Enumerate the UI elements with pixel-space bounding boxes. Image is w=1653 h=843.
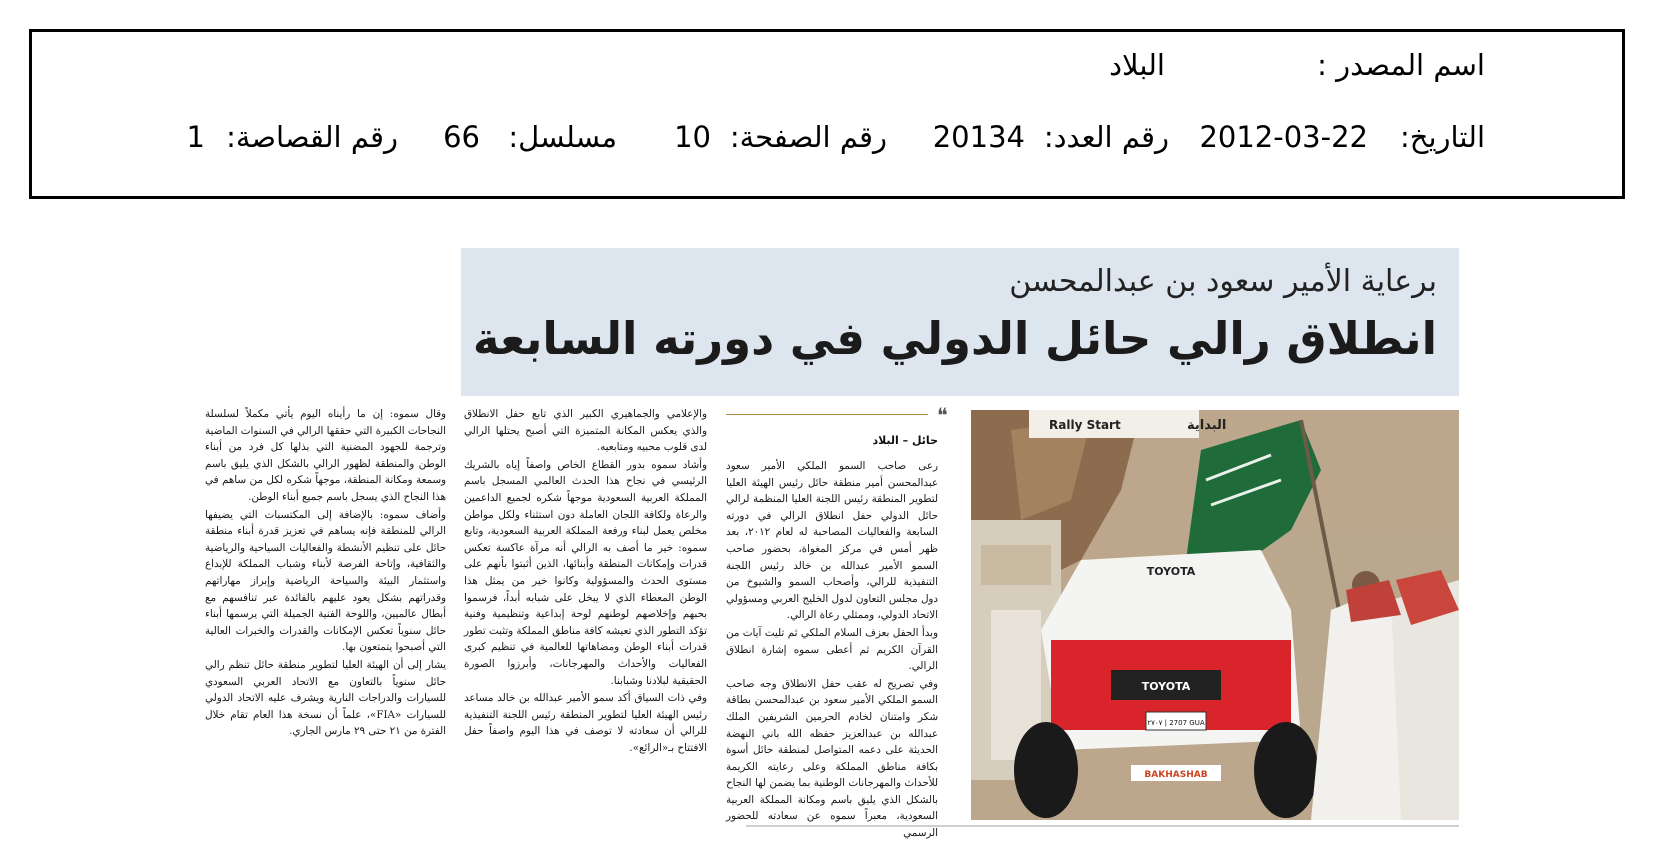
page-label: رقم الصفحة: [729, 120, 887, 154]
column-1-paragraph: وبدأ الحفل بعزف السلام الملكي ثم تليت آيات من القرآن الكريم ثم أعطى سموه إشارة انطلاق الرالي. [726, 626, 938, 673]
clipping-bottom-rule [746, 825, 1459, 827]
rally-photo-illustration [971, 410, 1459, 820]
column-1-paragraph: وفي تصريح له عقب حفل الانطلاق وجه صاحب السمو الملكي الأمير سعود بن عبدالمحسن بطاقة شكر وامتنان لخادم الحرمين الشريفين الملك عبدالله بن عبدالعزيز حفظه الله باني النهضة الحديثة على دعمه المتواصل لمنطقة حائل أسوة بكافة مناطق المملكة وعلى رعايته الكريمة للأحداث والمهرجانات الوطنية بما يضمن لها النجاح بالشكل الذي يليق باسم ومكانة المملكة العربية السعودية، معبراً سموه عن سعادته للحضور الرسمي [726, 677, 938, 840]
issue-label: رقم العدد: [1043, 120, 1169, 154]
date-label: التاريخ: [1399, 120, 1485, 154]
sponsor-plate: BAKHASHAB [1144, 770, 1208, 780]
date-value: 2012-03-22 [1199, 120, 1368, 154]
column-3-paragraph: يشار إلى أن الهيئة العليا لتطوير منطقة حائل تنظم رالي حائل سنوياً بالتعاون مع الاتحاد العربي السعودي للسيارات والدراجات النارية ويشرف عليه الاتحاد الدولي للسيارات «FIA»، علماً أن نسخة هذا العام تقام خلال الفترة من ٢١ حتى ٢٩ مارس الجاري. [205, 658, 447, 738]
car-brand-hood: TOYOTA [1146, 565, 1196, 578]
article-headline: انطلاق رالي حائل الدولي في دورته السابعة [472, 312, 1437, 365]
serial-value: 66 [443, 120, 480, 154]
sign-text-en: Rally Start [1049, 418, 1121, 432]
column-2-paragraph: وفي ذات السياق أكد سمو الأمير عبدالله بن خالد مساعد رئيس الهيئة العليا لتطوير المنطقة رئيس اللجنة التنفيذية للرالي أن سعادته لا توصف في هذا اليوم واصفاً حفل الافتتاح بـ«الرائع». [464, 692, 707, 754]
sign-text-ar: البداية [1187, 418, 1227, 433]
headline-band [461, 248, 1459, 396]
article-column-3 [205, 406, 446, 741]
article-column-2 [464, 406, 707, 757]
clip-value: 1 [186, 120, 205, 154]
serial-label: مسلسل: [508, 120, 617, 154]
column-3-paragraph: وقال سموه: إن ما رأيناه اليوم يأتي مكملاً لسلسلة النجاحات الكبيرة التي حققها الرالي في السنوات الماضية وترجمة للجهود المضنية التي بذلها كل فرد من أبناء الوطن والمنطقة لظهور الرالي بالشكل الذي يليق باسم وسمعة ومكانة المنطقة، موجهاً شكره لكل من ساهم في هذا النجاح الذي يسجل باسم جميع أبناء الوطن. [205, 408, 446, 503]
source-label: اسم المصدر : [1317, 48, 1485, 82]
page-value: 10 [674, 120, 711, 154]
issue-value: 20134 [932, 120, 1025, 154]
rally-start-photo [971, 410, 1459, 820]
column-1-paragraph: رعى صاحب السمو الملكي الأمير سعود عبدالمحسن أمير منطقة حائل رئيس الهيئة العليا لتطوير المنطقة رئيس اللجنة العليا المنظمة لرالي حائل الدولي حفل انطلاق الرالي في دورته السابعة والفعاليات المصاحبة له لعام ٢٠١٢، بعد ظهر أمس في مركز المغواة، بحضور صاحب السمو الأمير عبدالله بن خالد رئيس اللجنة التنفيذية للرالي، وأصحاب السمو والشيوخ من دول مجلس التعاون لدول الخليج العربي ومسؤولي الاتحاد الدولي، وممثلي رعاة الرالي. [726, 460, 938, 622]
article-supertitle: برعاية الأمير سعود بن عبدالمحسن [1009, 264, 1437, 299]
column-3-paragraph: وأضاف سموه: بالإضافة إلى المكتسبات التي يضيفها الرالي للمنطقة فإنه يساهم في تعزيز قدرة أبناء منطقة حائل على تنظيم الأنشطة والفعاليات السياحية والرياضية والثقافية، وإتاحة الفرصة لأبناء وشباب المملكة للإبداع واستثمار البيئة والسياحة الرياضية وإبراز مهاراتهم وقدراتهم بشكل يعود عليهم بالفائدة عبر تنافسهم مع أبطال عالميين، واللوحة الفنية الجميلة التي يرسمها أبناء حائل سنوياً تعكس الإمكانات والقدرات والخبرات العالية التي أصبحوا يتمتعون بها. [205, 508, 446, 654]
newspaper-clipping [205, 248, 1459, 840]
source-name: البلاد [1109, 48, 1165, 82]
article-column-1 [726, 458, 938, 843]
license-plate: ٢٧٠٧ | 2707 GUA [1147, 719, 1205, 727]
column-2-paragraph: وأشاد سموه بدور القطاع الخاص واصفاً إياه بالشريك الرئيسي في نجاح هذا الحدث العالمي المسجل باسم المملكة العربية السعودية موجهاً شكره لجميع الداعمين والرعاة ولكافة اللجان العاملة دون استثناء ولكل مواطن مخلص يعمل لبناء ورفعة المملكة العربية السعودية، وتابع سموه: خير ما أصف به الرالي أنه مرآة عاكسة تعكس قدرات وإمكانات المنطقة وأبنائها، الذين أثبتوا بأنهم على مستوى الحدث والمسؤولية وكانوا خير من يمثل هذا الوطن المعطاء الذي لا يبخل على شبابه أبداً، فرسموا بحبهم وإخلاصهم لوطنهم لوحة إبداعية وتنظيمية وفنية تؤكد التطور الذي تعيشه كافة مناطق المملكة وتثبت تطور قدرات أبناء الوطن ومضاهاتها للعالمية في تنظيم كبرى الفعاليات والأحداث والمهرجانات، وأبرزوا الصورة الحقيقية لبلادنا وشبابنا. [464, 458, 707, 687]
article-byline: حائل – البلاد [872, 434, 938, 447]
car-brand-grille: TOYOTA [1141, 680, 1191, 693]
quote-mark-icon: ❝ [937, 403, 948, 427]
column-2-paragraph: والإعلامي والجماهيري الكبير الذي تابع حفل الانطلاق والذي يعكس المكانة المتميزة التي أصبح يحتلها الرالي لدى قلوب محبيه ومتابعيه. [464, 408, 707, 454]
clip-label: رقم القصاصة: [226, 120, 398, 154]
quote-rule [726, 414, 928, 415]
